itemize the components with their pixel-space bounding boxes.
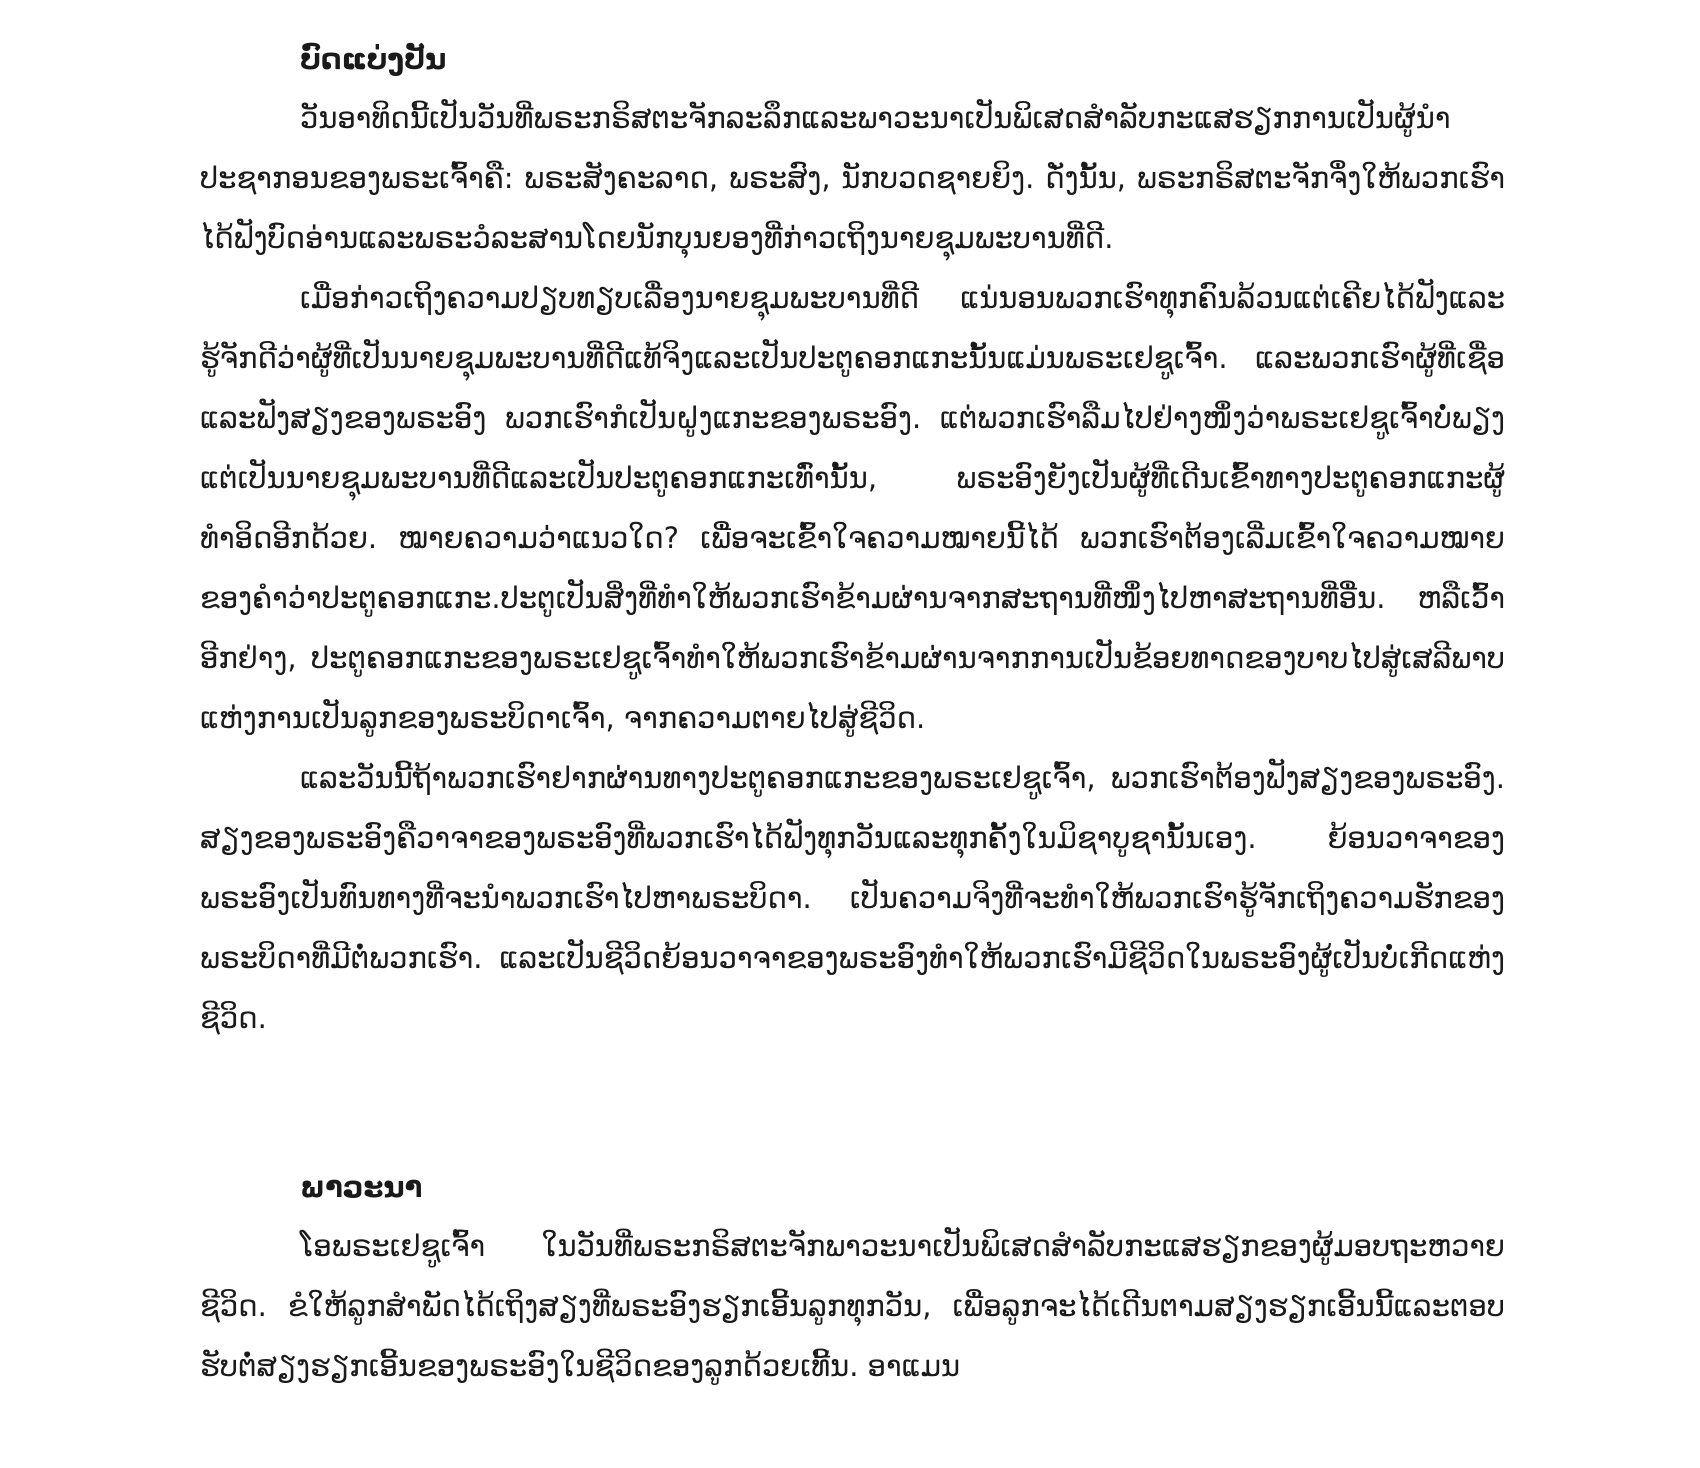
document-content [200,30,1505,1396]
reflection-paragraph-1: ວັນອາທິດນີ້ເປັນວັນທີ່ພຣະກຣິສຕະຈັກລະລຶກແລະພາວະນາເປັນພິເສດສຳລັບກະແສຮຽກການເປັນຜູ້ນຳປະຊາກອນຂອງພຣະເຈົ້າຄື: ພຣະສັງຄະລາດ, ພຣະສົງ, ນັກບວດຊາຍຍິງ. ດັ່ງນັ້ນ, ພຣະກຣິສຕະຈັກຈຶ່ງໃຫ້ພວກເຮົາໄດ້ຟັງບົດອ່ານແລະພຣະວໍລະສານໂດຍນັກບຸນຍອງທີ່ກ່າວເຖິງນາຍຊຸມພະບານທີ່ດີ. [200,101,1505,255]
section-spacer [200,1048,1505,1158]
reflection-heading: ບົດແບ່ງປັນ [300,42,447,76]
prayer-heading: ພາວະນາ [300,1170,423,1204]
reflection-paragraph-2: ເມື່ອກ່າວເຖິງຄວາມປຽບທຽບເລື່ອງນາຍຊຸມພະບານທີ່ດີ ແນ່ນອນພວກເຮົາທຸກຄົນລ້ວນແຕ່ເຄີຍໄດ້ຟັງແລະຮູ້ຈັກດີວ່າຜູ້ທີ່ເປັນນາຍຊຸມພະບານທີ່ດີແທ້ຈິງແລະເປັນປະຕູຄອກແກະນັ້ນແມ່ນພຣະເຢຊູເຈົ້າ. ແລະພວກເຮົາຜູ້ທີ່ເຊື່ອແລະຟັງສຽງຂອງພຣະອົງ ພວກເຮົາກໍເປັນຝູງແກະຂອງພຣະອົງ. ແຕ່ພວກເຮົາລືມໄປຢ່າງໜຶ່ງວ່າພຣະເຢຊູເຈົ້າບໍ່ພຽງແຕ່ເປັນນາຍຊຸມພະບານທີ່ດີແລະເປັນປະຕູຄອກແກະເທົ່ານັ້ນ, ພຣະອົງຍັງເປັນຜູ້ທີ່ເດີນເຂົ້າທາງປະຕູຄອກແກະຜູ້ທຳອິດອີກດ້ວຍ. ໝາຍຄວາມວ່າແນວໃດ? ເພື່ອຈະເຂົ້າໃຈຄວາມໝາຍນີ້ໄດ້ ພວກເຮົາຕ້ອງເລີ່ມເຂົ້າໃຈຄວາມໝາຍຂອງຄຳວ່າປະຕູຄອກແກະ.ປະຕູເປັນສິ່ງທີ່ທຳໃຫ້ພວກເຮົາຂ້າມຜ່ານຈາກສະຖານທີ່ໜຶ່ງໄປຫາສະຖານທີ່ອື່ນ. ຫລືເວົ້າອີກຢ່າງ, ປະຕູຄອກແກະຂອງພຣະເຢຊູເຈົ້າທຳໃຫ້ພວກເຮົາຂ້າມຜ່ານຈາກການເປັນຂ້ອຍທາດຂອງບາບໄປສູ່ເສລີພາບແຫ່ງການເປັນລູກຂອງພຣະບິດາເຈົ້າ, ຈາກຄວາມຕາຍໄປສູ່ຊີວິດ. [200,281,1505,735]
reflection-paragraph-3: ແລະວັນນີ້ຖ້າພວກເຮົາຢາກຜ່ານທາງປະຕູຄອກແກະຂອງພຣະເຢຊູເຈົ້າ, ພວກເຮົາຕ້ອງຟັງສຽງຂອງພຣະອົງ. ສຽງຂອງພຣະອົງຄືວາຈາຂອງພຣະອົງທີ່ພວກເຮົາໄດ້ຟັງທຸກວັນແລະທຸກຄັ້ງໃນມິຊາບູຊານັ້ນເອງ. ຍ້ອນວາຈາຂອງພຣະອົງເປັນທົນທາງທີ່ຈະນຳພວກເຮົາໄປຫາພຣະບິດາ. ເປັນຄວາມຈິງທີ່ຈະທຳໃຫ້ພວກເຮົາຮູ້ຈັກເຖິງຄວາມຮັກຂອງພຣະບິດາທີ່ມີຕໍ່ພວກເຮົາ. ແລະເປັນຊີວິດຍ້ອນວາຈາຂອງພຣະອົງທຳໃຫ້ພວກເຮົາມີຊີວິດໃນພຣະອົງຜູ້ເປັນບໍ່ເກີດແຫ່ງຊີວິດ. [200,761,1505,1035]
prayer-paragraph: ໂອພຣະເຢຊູເຈົ້າ ໃນວັນທີ່ພຣະກຣິສຕະຈັກພາວະນາເປັນພິເສດສຳລັບກະແສຮຽກຂອງຜູ້ມອບຖະຫວາຍຊີວິດ. ຂໍໃຫ້ລູກສຳພັດໄດ້ເຖິງສຽງທີ່ພຣະອົງຮຽກເອີ້ນລູກທຸກວັນ, ເພື່ອລູກຈະໄດ້ເດີນຕາມສຽງຮຽກເອີ້ນນີ້ແລະຕອບຮັບຕໍ່ສຽງຮຽກເອີ້ນຂອງພຣະອົງໃນຊີວິດຂອງລູກດ້ວຍເທີ້ນ. ອາແມນ [200,1229,1505,1383]
